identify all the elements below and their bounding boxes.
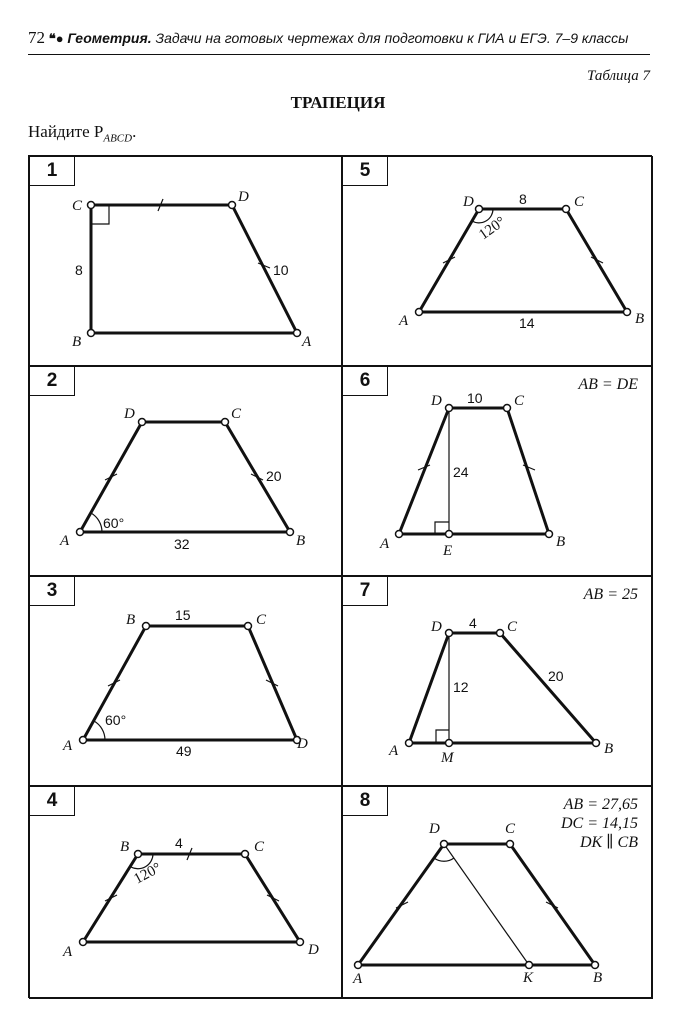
problem-7: [342, 576, 653, 786]
vertex-label: B: [296, 533, 306, 549]
vertex-label: C: [514, 393, 525, 409]
book-title: Геометрия. Задачи на готовых чертежах для подготовки к ГИА и ЕГЭ. 7–9 классы: [67, 30, 629, 46]
side-length: 8: [75, 262, 83, 278]
angle-label: 120°: [131, 860, 165, 888]
side-length: 10: [467, 390, 483, 406]
side-length: 15: [175, 607, 191, 623]
vertex-label: D: [431, 619, 442, 635]
problem-5: [342, 156, 653, 366]
vertex-label: D: [124, 406, 135, 422]
angle-label: 60°: [103, 515, 125, 531]
side-length: 8: [519, 191, 527, 207]
vertex-label: C: [505, 821, 516, 837]
problem-condition: AB = DE: [578, 376, 638, 393]
side-length: 4: [469, 615, 477, 631]
side-length: 14: [519, 315, 535, 331]
problems-grid: [28, 155, 652, 998]
vertex-label: B: [593, 970, 603, 986]
vertex-label: A: [60, 533, 70, 549]
problem-number: 1: [30, 157, 75, 186]
page-title: ТРАПЕЦИЯ: [290, 93, 386, 112]
page-number: 72: [28, 28, 45, 47]
vertex-label: E: [443, 543, 453, 559]
vertex-label: A: [302, 334, 312, 350]
problem-number: 6: [343, 367, 388, 396]
vertex-label: B: [72, 334, 82, 350]
vertex-label: B: [556, 534, 566, 550]
problem-number: 2: [30, 367, 75, 396]
problem-8: [342, 786, 653, 999]
vertex-label: D: [308, 942, 319, 958]
trapezoid-figure-4: [30, 787, 343, 1000]
angle-label: 120°: [476, 213, 509, 244]
trapezoid-figure-7: [343, 577, 654, 787]
problem-3: [29, 576, 342, 786]
vertex-label: C: [256, 612, 267, 628]
vertex-label: B: [635, 311, 645, 327]
task-statement: Найдите $P_{ABCD}$.: [28, 122, 137, 145]
height-length: 12: [453, 679, 469, 695]
angle-label: 60°: [105, 712, 127, 728]
vertex-label: B: [126, 612, 136, 628]
page-header: [28, 28, 650, 55]
trapezoid-figure-1: [30, 157, 343, 367]
vertex-label: C: [574, 194, 585, 210]
problem-6: [342, 366, 653, 576]
vertex-label: D: [297, 736, 308, 752]
side-length: 20: [266, 468, 282, 484]
problem-2: [29, 366, 342, 576]
vertex-label: C: [231, 406, 242, 422]
vertex-label: B: [120, 839, 130, 855]
height-length: 24: [453, 464, 469, 480]
problem-number: 3: [30, 577, 75, 606]
vertex-label: A: [389, 743, 399, 759]
trapezoid-figure-2: [30, 367, 343, 577]
problem-number: 8: [343, 787, 388, 816]
vertex-label: A: [63, 944, 73, 960]
trapezoid-figure-8: [343, 787, 654, 1000]
problem-number: 7: [343, 577, 388, 606]
trapezoid-figure-5: [343, 157, 654, 367]
side-length: 10: [273, 262, 289, 278]
side-length: 20: [548, 668, 564, 684]
vertex-label: A: [380, 536, 390, 552]
problem-condition: AB = 25: [583, 586, 638, 603]
vertex-label: D: [429, 821, 440, 837]
vertex-label: K: [523, 970, 534, 986]
problem-condition: AB = 27,65 DC = 14,15 DK ∥ CB: [560, 796, 638, 851]
vertex-label: M: [441, 750, 454, 766]
side-length: 4: [175, 835, 183, 851]
vertex-label: C: [507, 619, 518, 635]
trapezoid-figure-3: [30, 577, 343, 787]
vertex-label: B: [604, 741, 614, 757]
book-logo-icon: ❝●: [48, 31, 64, 46]
vertex-label: C: [72, 198, 83, 214]
table-label: Таблица 7: [587, 68, 650, 84]
vertex-label: A: [63, 738, 73, 754]
vertex-label: D: [238, 189, 249, 205]
trapezoid-figure-6: [343, 367, 654, 577]
vertex-label: D: [463, 194, 474, 210]
vertex-label: D: [431, 393, 442, 409]
vertex-label: A: [353, 971, 363, 987]
problem-number: 4: [30, 787, 75, 816]
vertex-label: A: [399, 313, 409, 329]
side-length: 32: [174, 536, 190, 552]
problem-4: [29, 786, 342, 999]
vertex-label: C: [254, 839, 265, 855]
side-length: 49: [176, 743, 192, 759]
problem-number: 5: [343, 157, 388, 186]
problem-1: [29, 156, 342, 366]
